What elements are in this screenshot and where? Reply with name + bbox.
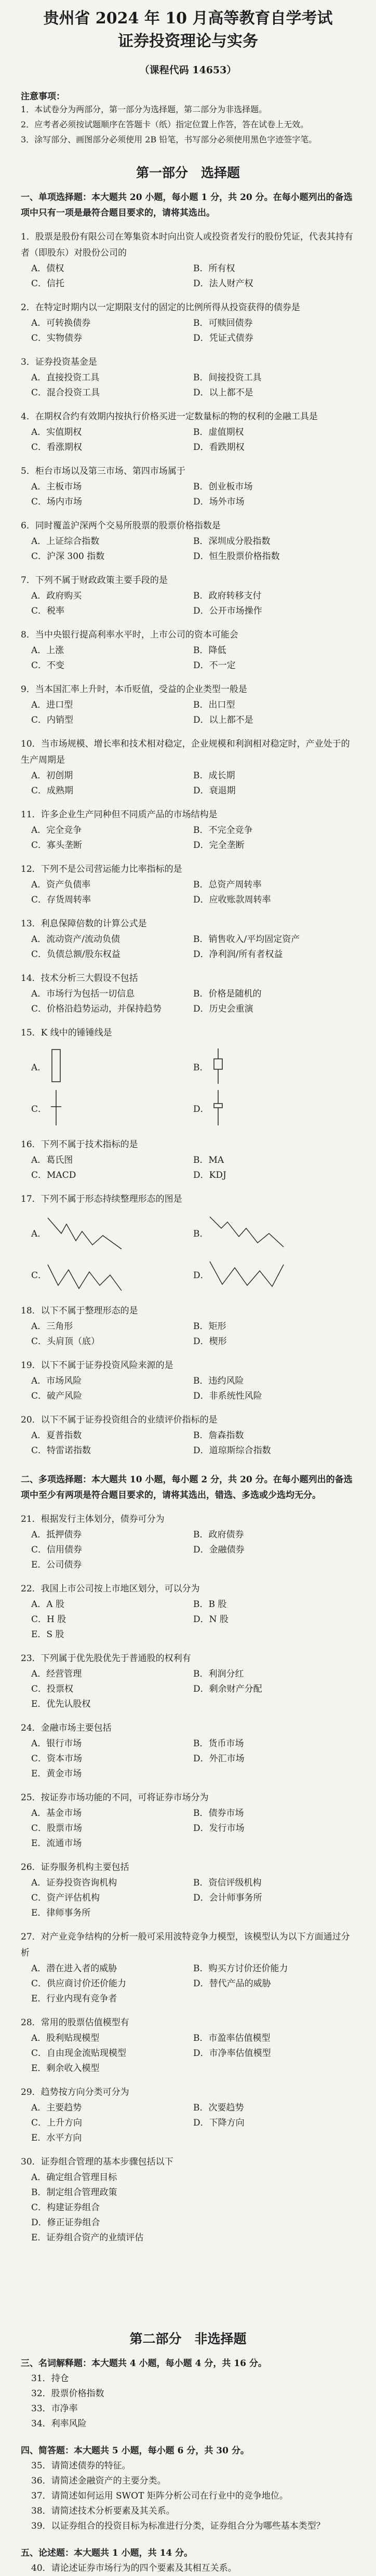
option: B．债券市场 (193, 1808, 244, 1818)
options (21, 2101, 355, 2146)
option: D．历史会重演 (193, 1004, 253, 1014)
options (21, 768, 355, 799)
options (21, 589, 355, 619)
option: D．衰退期 (193, 786, 236, 796)
option: C．资产评估机构 (31, 1893, 100, 1903)
option: E．流通市场 (31, 1838, 82, 1849)
question: 33．市净率 (31, 2404, 78, 2414)
option: D．恒生股票价格指数 (193, 551, 280, 562)
option: B．违约风险 (193, 1376, 244, 1386)
option: A．基金市场 (31, 1808, 82, 1818)
option: A．确定组合管理目标 (31, 2172, 117, 2183)
option: B．降低 (193, 645, 226, 656)
option: A．直接投资工具 (31, 373, 100, 383)
options (21, 987, 355, 1017)
options (21, 370, 355, 401)
question-stem: 30．证券组合管理的基本步骤包括以下 (21, 2157, 173, 2167)
option: A．完全竞争 (31, 825, 82, 835)
option: C．H 股 (31, 1614, 66, 1625)
figure-option (31, 1045, 193, 1087)
option: D．公开市场操作 (193, 606, 262, 616)
multiple-choice-list (21, 1511, 355, 2246)
option: A．资产负债率 (31, 880, 91, 890)
option: E．剩余收入模型 (31, 2063, 100, 2074)
option: D．楔形 (193, 1336, 227, 1347)
exam-title: 贵州省 2024 年 10 月高等教育自学考试 (43, 9, 333, 28)
question-stem: 15．K 线中的锤锤线是 (21, 1028, 112, 1038)
option: D．下降方向 (193, 2118, 245, 2128)
option: B．MA (193, 1155, 224, 1165)
option: A．潜在进入者的威胁 (31, 1963, 117, 1974)
option-label: C． (31, 1104, 47, 1114)
option: D．发行市场 (193, 1823, 245, 1834)
options (21, 1876, 355, 1921)
option: A．可转换债券 (31, 318, 91, 328)
question-stem: 8．当中央银行提高利率水平时，上市公司的资本可能会 (21, 630, 238, 640)
option-label: A． (31, 1062, 47, 1073)
option: B．市盈率估值模型 (193, 2033, 271, 2043)
option: E．S 股 (31, 1629, 64, 1640)
option: B．成长期 (193, 771, 235, 781)
option: C．投票权 (31, 1684, 74, 1694)
option: D．市净率估值模型 (193, 2048, 271, 2059)
question-stem: 22．我国上市公司按上市地区划分，可以分为 (21, 1584, 200, 1594)
question-stem: 29．趋势按方向分类可分为 (21, 2087, 129, 2097)
option: A．证券投资咨询机构 (31, 1878, 117, 1888)
question-stem: 26．证券服务机构主要包括 (21, 1862, 129, 1873)
option: D．看跌期权 (193, 442, 245, 453)
question: 35．请简述债券的特征。 (31, 2461, 131, 2471)
option: B．政府转移支付 (193, 591, 262, 601)
option: A．上涨 (31, 645, 64, 656)
question-stem: 17．下列不属于形态持续整理形态的图是 (21, 1194, 182, 1204)
figure-option (31, 1087, 193, 1128)
option: B．销售收入/平均固定资产 (193, 934, 300, 945)
candlestick-figure (46, 1046, 66, 1086)
option: D．KDJ (193, 1170, 226, 1180)
question-stem: 5．柜台市场以及第三市场、第四市场属于 (21, 466, 185, 476)
question-stem: 3．证券投资基金是 (21, 357, 97, 367)
pattern-figure (46, 1254, 124, 1294)
option: D．净利润/所有者权益 (193, 949, 283, 960)
option: A．市场风险 (31, 1376, 82, 1386)
question-stem: 10．当市场规模、增长率和技术相对稳定，企业规模和利润相对稳定时，产业处于的生产周期是 (21, 739, 350, 765)
options (21, 534, 355, 564)
notice-item: 3．涂写部分、画图部分必须使用 2B 铅笔，书写部分必须使用黑色字迹签字笔。 (21, 135, 317, 144)
option: B．政府债券 (193, 1530, 244, 1540)
option: E．律师事务所 (31, 1908, 91, 1918)
option-label: A． (31, 1228, 47, 1239)
question-stem: 21．根据发行主体划分，债券可分为 (21, 1514, 165, 1524)
option: D．场外市场 (193, 497, 245, 507)
option: C．上升方向 (31, 2118, 83, 2128)
options (21, 932, 355, 962)
figure-option (193, 1212, 355, 1253)
option: A．进口型 (31, 700, 73, 710)
options (21, 1597, 355, 1642)
option: A．夏普指数 (31, 1430, 82, 1441)
question: 31．持仓 (31, 2373, 69, 2384)
option-label: B． (193, 1228, 209, 1239)
options (21, 261, 355, 291)
option: A．政府购买 (31, 591, 82, 601)
options (21, 316, 355, 346)
section-heading: 三、名词解释题：本大题共 4 小题，每小题 4 分，共 16 分。 (21, 2358, 267, 2369)
option: D．金融债券 (193, 1545, 245, 1555)
option: A．股利贴现模型 (31, 2033, 100, 2043)
option: C．MACD (31, 1170, 76, 1180)
option: D．不一定 (193, 660, 236, 671)
option: B．不完全竞争 (193, 825, 253, 835)
option: C．头肩顶（底） (31, 1336, 100, 1347)
option: C．内销型 (31, 715, 74, 725)
figure-option (193, 1045, 355, 1087)
option: C．场内市场 (31, 497, 83, 507)
question-stem: 12．下列不是公司营运能力比率指标的是 (21, 864, 182, 874)
question: 32．股票价格指数 (31, 2388, 104, 2399)
option: A．主板市场 (31, 482, 82, 492)
question-stem: 25．按证券市场功能的不同，可将证券市场分为 (21, 1792, 209, 1803)
option: C．存货周转率 (31, 895, 91, 905)
pattern-figure (46, 1213, 124, 1252)
options (21, 1736, 355, 1782)
option: C．寡头垄断 (31, 840, 83, 851)
option: C．特雷诺指数 (31, 1445, 91, 1456)
pattern-figure (208, 1213, 286, 1252)
option: E．黄金市场 (31, 1769, 82, 1779)
option: B．詹森指数 (193, 1430, 244, 1441)
candlestick-figure (208, 1088, 229, 1127)
option: A．银行市场 (31, 1738, 82, 1749)
question: 38．请简述技术分析要素及其关系。 (31, 2506, 175, 2516)
option: C．沪深 300 指数 (31, 551, 105, 562)
option: E．行业内现有竞争者 (31, 1994, 117, 2004)
option: B．深圳成分股指数 (193, 536, 271, 547)
figure-option (193, 1087, 355, 1128)
option: E．优先认股权 (31, 1699, 91, 1709)
option: D．N 股 (193, 1614, 229, 1625)
option: C．自由现金流贴现模型 (31, 2048, 127, 2059)
figure-option (31, 1212, 193, 1253)
option: D．应收账款周转率 (193, 895, 271, 905)
option: E．证券组合资产的业绩评估 (31, 2233, 144, 2243)
options (21, 823, 355, 853)
option: B．创业板市场 (193, 482, 253, 492)
figure-option (31, 1253, 193, 1295)
option: D．剩余财产分配 (193, 1684, 262, 1694)
options (21, 1806, 355, 1851)
figure-options (21, 1045, 355, 1128)
part-one-title: 第一部分 选择题 (136, 165, 240, 180)
option: A．主要趋势 (31, 2103, 82, 2113)
option-label: D． (193, 1270, 209, 1281)
question-stem: 4．在期权合约有效期内按执行价格买进一定数量标的物的权利的金融工具是 (21, 411, 318, 422)
option: C．信用债券 (31, 1545, 83, 1555)
notice-item: 1．本试卷分为两部分，第一部分为选择题，第二部分为非选择题。 (21, 104, 267, 114)
option: A．实值期权 (31, 427, 82, 437)
option: C．成熟期 (31, 786, 74, 796)
question-stem: 16．下列不属于技术指标的是 (21, 1139, 138, 1150)
option: B．虚值期权 (193, 427, 244, 437)
section-heading: 一、单项选择题：本大题共 20 小题，每小题 1 分，共 20 分。在每小题列出的备选项中只有一项是最符合题目要求的，请将其选出。 (21, 192, 353, 218)
question: 39．以证券组合的投资目标为标准进行分类，证券组合分为哪些基本类型？ (31, 2521, 325, 2531)
option: A．A 股 (31, 1599, 64, 1610)
single-choice-list (21, 229, 355, 1458)
option: C．供应商讨价还价能力 (31, 1979, 127, 1989)
option: B．资信评级机构 (193, 1878, 262, 1888)
question: 36．请简述金融资产的主要分类。 (31, 2476, 166, 2486)
option: A．三角形 (31, 1321, 73, 1332)
pattern-figure (208, 1254, 286, 1294)
course-code: （课程代码 14653） (139, 64, 237, 76)
options (21, 1667, 355, 1712)
options (21, 1319, 355, 1349)
question-stem: 27．对产业竞争结构的分析一般可采用波特竞争力模型，该模型认为以下方面通过分析 (21, 1932, 350, 1958)
options (21, 1428, 355, 1458)
option: A．上证综合指数 (31, 536, 100, 547)
options (21, 1528, 355, 1573)
question-stem: 1．股票是股份有限公司在筹集资本时向出资人或投资者发行的股份凭证，代表其持有者（即股东）对股份公司的 (21, 232, 353, 258)
option: B．间接投资工具 (193, 373, 262, 383)
option-label: C． (31, 1270, 47, 1281)
option: B．利润分红 (193, 1669, 244, 1679)
option: B．价格是随机的 (193, 989, 262, 999)
option: C．混合投资工具 (31, 388, 100, 398)
options (21, 643, 355, 673)
option: B．总资产周转率 (193, 880, 262, 890)
question-stem: 14．技术分析三大假设不包括 (21, 973, 138, 984)
candlestick-figure (208, 1046, 229, 1086)
question-stem: 11．许多企业生产同种但不同质产品的市场结构是 (21, 809, 218, 820)
question-stem: 9．当本国汇率上升时，本币贬值，受益的企业类型一般是 (21, 684, 247, 695)
option: A．经营管理 (31, 1669, 82, 1679)
option: B．购买方讨价还价能力 (193, 1963, 288, 1974)
option: C．不变 (31, 660, 65, 671)
option: A．初创期 (31, 771, 73, 781)
question-stem: 23．下列属于优先股优先于普通股的权利有 (21, 1653, 191, 1664)
question-stem: 24．金融市场主要包括 (21, 1723, 112, 1733)
option: C．构建证券组合 (31, 2202, 100, 2213)
option: E．公司债券 (31, 1560, 82, 1570)
option: C．破产风险 (31, 1391, 83, 1401)
option: C．股票市场 (31, 1823, 83, 1834)
option: C．信托 (31, 278, 65, 289)
option: B．B 股 (193, 1599, 227, 1610)
options (21, 480, 355, 510)
part-two-title: 第二部分 非选择题 (129, 2331, 247, 2346)
notice-item: 2．应考者必须按试题顺序在答题卡（纸）指定位置上作答，答在试卷上无效。 (21, 119, 309, 129)
question-stem: 2．在特定时期内以一定期限支付的固定的比例所得从投资获得的债券是 (21, 302, 300, 313)
option: D．修正证券组合 (31, 2218, 100, 2228)
question: 34．利率风险 (31, 2419, 87, 2429)
option: B．制定组合管理政策 (31, 2187, 117, 2198)
option: C．负债总额/股东权益 (31, 949, 120, 960)
option: D．以上都不是 (193, 388, 253, 398)
option: B．次要趋势 (193, 2103, 244, 2113)
option: D．完全垄断 (193, 840, 245, 851)
question: 40．请论述证券市场行为的四个要素及其相互关系。 (31, 2563, 237, 2573)
option: B．可赎回债券 (193, 318, 253, 328)
options (21, 878, 355, 908)
figure-option (193, 1253, 355, 1295)
options (21, 425, 355, 455)
section-heading: 五、论述题：本大题共 1 小题，共 14 分。 (21, 2548, 193, 2558)
candlestick-figure (46, 1088, 66, 1127)
option: D．凭证式债券 (193, 333, 253, 343)
option: C．资本市场 (31, 1754, 83, 1764)
option: D．以上都不是 (193, 715, 253, 725)
question: 37．请简述如何运用 SWOT 矩阵分析公司在行业中的竞争地位。 (31, 2491, 288, 2501)
question-stem: 28．常用的股票估值模型有 (21, 2017, 129, 2028)
option: A．流动资产/流动负债 (31, 934, 120, 945)
option: A．葛氏图 (31, 1155, 73, 1165)
option: C．税率 (31, 606, 65, 616)
option-label: D． (193, 1104, 209, 1114)
section-heading: 二、多项选择题：本大题共 10 小题，每小题 2 分，共 20 分。在每小题列出的备选项中至少有两项是符合题目要求的，请将其选出，错选、多选或少选均无分。 (21, 1475, 353, 1501)
options (21, 1153, 355, 1183)
question-stem: 13．利息保障倍数的计算公式是 (21, 919, 147, 929)
option: C．看涨期权 (31, 442, 83, 453)
option: B．出口型 (193, 700, 235, 710)
option: B．矩形 (193, 1321, 226, 1332)
option-label: B． (193, 1062, 209, 1073)
option: D．会计师事务所 (193, 1893, 262, 1903)
question-stem: 6．同时覆盖沪深两个交易所股票的股票价格指数是 (21, 521, 221, 531)
section-heading: 四、简答题：本大题共 5 小题，每小题 6 分，共 30 分。 (21, 2446, 249, 2456)
option: D．非系统性风险 (193, 1391, 262, 1401)
option: D．外汇市场 (193, 1754, 245, 1764)
option: B．所有权 (193, 263, 235, 274)
option: C．实物债券 (31, 333, 83, 343)
question-stem: 20．以下不属于证券投资组合的业绩评价指标的是 (21, 1415, 218, 1425)
figure-options (21, 1212, 355, 1295)
options (21, 698, 355, 728)
question-stem: 19．以下不属于证券投资风险来源的是 (21, 1360, 173, 1371)
option: D．道琼斯综合指数 (193, 1445, 271, 1456)
question-stem: 18．以下不属于整理形态的是 (21, 1306, 138, 1316)
question-stem: 7．下列不属于财政政策主要手段的是 (21, 575, 168, 586)
option: A．抵押债券 (31, 1530, 82, 1540)
notice-heading: 注意事项： (21, 91, 65, 102)
option: D．法人财产权 (193, 278, 253, 289)
option: D．替代产品的威胁 (193, 1979, 271, 1989)
spacer (21, 2246, 355, 2313)
options (21, 2031, 355, 2076)
options (21, 1961, 355, 2007)
option: B．货币市场 (193, 1738, 244, 1749)
options (21, 1374, 355, 1404)
course-title: 证券投资理论与实务 (118, 32, 258, 50)
option: A．市场行为包括一切信息 (31, 989, 135, 999)
option: C．价格沿趋势运动，并保持趋势 (31, 1004, 162, 1014)
option: A．债权 (31, 263, 64, 274)
option: E．水平方向 (31, 2133, 82, 2143)
